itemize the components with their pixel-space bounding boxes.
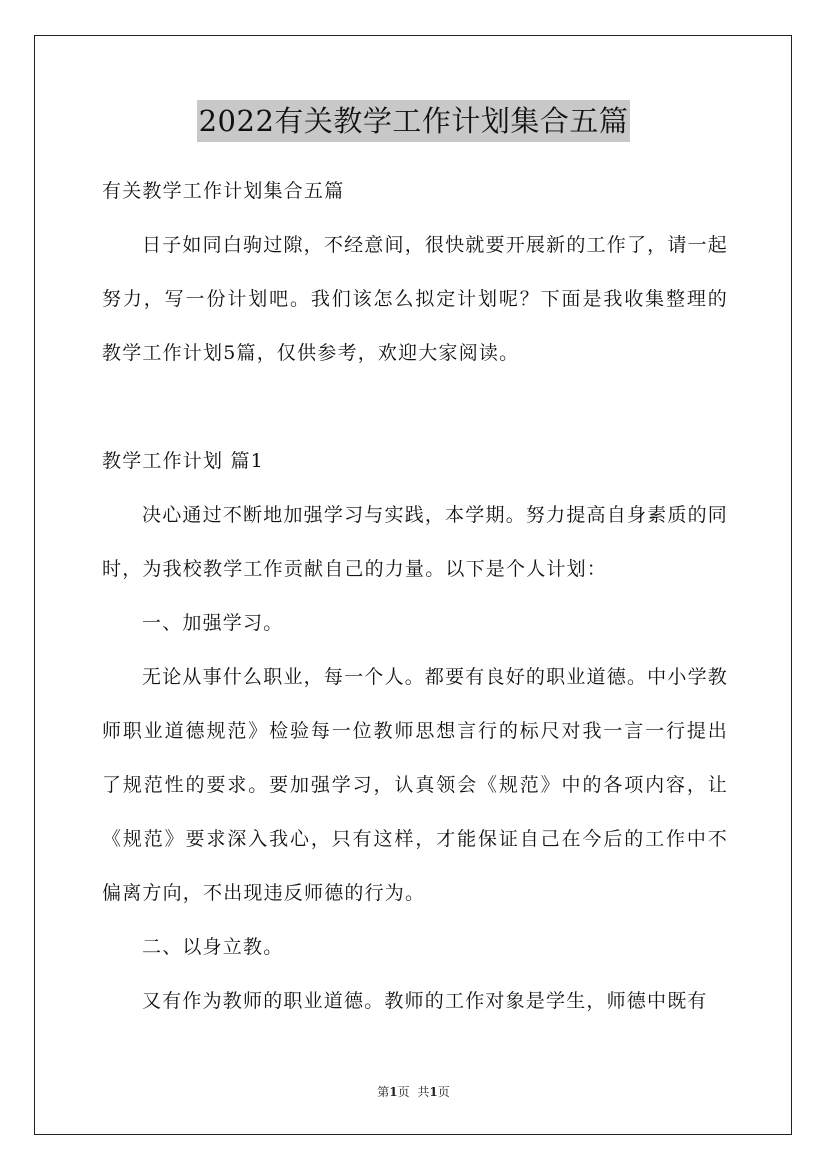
list-heading: 一、加强学习。 xyxy=(142,612,284,634)
body-paragraph: 无论从事什么职业，每一个人。都要有良好的职业道德。中小学教师职业道德规范》检验每一位教师思想言行的标尺对我一言一行提出了规范性的要求。要加强学习，认真领会《规范》中的各项内容，让《规范》要求深入我心，只有这样，才能保证自己在今后的工作中不偏离方向，不出现违反师德的行为。 xyxy=(102,666,728,904)
document-title: 2022有关教学工作计划集合五篇 xyxy=(197,100,631,142)
subtitle-paragraph: 有关教学工作计划集合五篇 xyxy=(102,180,345,202)
intro-paragraph: 日子如同白驹过隙，不经意间，很快就要开展新的工作了，请一起努力，写一份计划吧。我们该怎么拟定计划呢？下面是我收集整理的教学工作计划5篇，仅供参考，欢迎大家阅读。 xyxy=(102,234,728,364)
page-prefix: 第 xyxy=(377,1085,390,1099)
body-paragraph: 决心通过不断地加强学习与实践，本学期。努力提高自身素质的同时，为我校教学工作贡献自己的力量。以下是个人计划： xyxy=(102,504,728,580)
total-prefix: 共 xyxy=(417,1085,430,1099)
page-suffix: 页 xyxy=(397,1085,410,1099)
section-heading: 教学工作计划 篇1 xyxy=(102,450,264,472)
page-footer xyxy=(0,1083,827,1101)
total-pages: 1 xyxy=(429,1085,438,1099)
page-number: 1 xyxy=(389,1085,398,1099)
document-title-block xyxy=(0,100,827,142)
paragraph-gap xyxy=(102,380,728,434)
total-suffix: 页 xyxy=(437,1085,450,1099)
document-body xyxy=(102,164,728,1028)
body-paragraph: 又有作为教师的职业道德。教师的工作对象是学生，师德中既有 xyxy=(142,990,708,1012)
list-heading: 二、以身立教。 xyxy=(142,936,284,958)
